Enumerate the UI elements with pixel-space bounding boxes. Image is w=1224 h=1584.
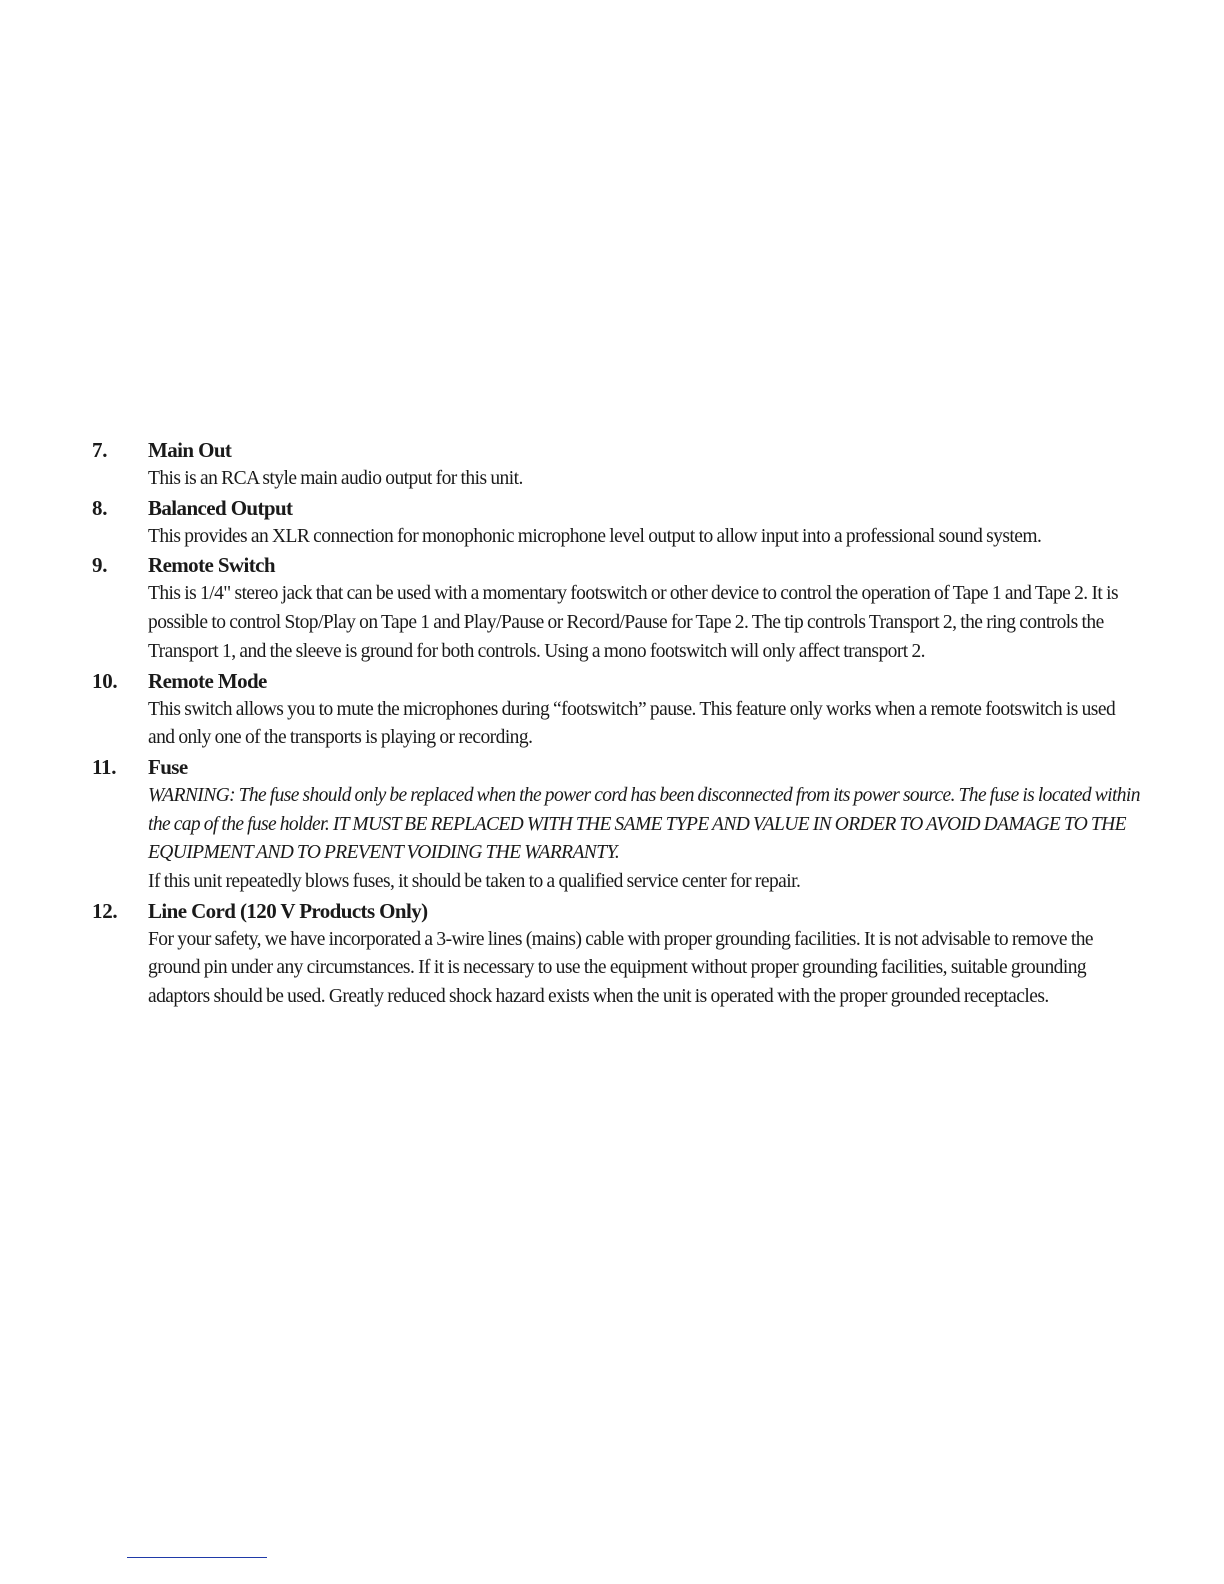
item-number: 10. (92, 668, 118, 693)
item-title: Line Cord (120 V Products Only) (148, 898, 428, 923)
item-title: Main Out (148, 438, 232, 462)
item-description: This is 1/4" stereo jack that can be used with a momentary footswitch or other device to control the operation of Tape 1 and Tape 2. It is possible to control Stop/Play on Tape 1 and Play/Pause or Record/Pause for Tape 2. The tip controls Transport 2, the ring controls the Transport 1, and the sleeve is ground for both controls. Using a mono footswitch will only affect transport 2. (148, 583, 1118, 662)
list-item-remote-switch (92, 551, 1142, 666)
item-title: Balanced Output (148, 495, 293, 520)
footnote-divider (127, 1557, 267, 1558)
item-number: 7. (92, 438, 108, 462)
item-number: 8. (92, 495, 108, 520)
item-number: 9. (92, 553, 108, 578)
feature-list (92, 436, 1142, 1012)
list-item-fuse (92, 753, 1142, 897)
item-title: Remote Mode (148, 668, 267, 693)
list-item-line-cord (92, 897, 1142, 1012)
item-number: 12. (92, 898, 118, 923)
item-number: 11. (92, 754, 117, 779)
item-title: Remote Switch (148, 553, 275, 578)
item-description: This provides an XLR connection for monophonic microphone level output to allow input into a professional sound system. (148, 525, 1042, 547)
list-item-remote-mode (92, 667, 1142, 753)
list-item-main-out (92, 436, 1142, 494)
item-title: Fuse (148, 754, 188, 779)
item-description: If this unit repeatedly blows fuses, it should be taken to a qualified service center for repair. (148, 871, 801, 893)
list-item-balanced-output (92, 494, 1142, 552)
fuse-warning: WARNING: The fuse should only be replaced when the power cord has been disconnected from its power source. The fuse is located within the cap of the fuse holder. IT MUST BE REPLACED WITH THE SAME TYPE AND VALUE IN ORDER TO AVOID DAMAGE TO THE EQUIPMENT AND TO PREVENT VOIDING THE WARRANTY. (148, 784, 1140, 864)
item-description: This is an RCA style main audio output for this unit. (148, 468, 523, 489)
item-description: For your safety, we have incorporated a 3-wire lines (mains) cable with proper grounding facilities. It is not advisable to remove the ground pin under any circumstances. If it is necessary to use the equipment without proper grounding facilities, suitable grounding adaptors should be used. Greatly reduced shock hazard exists when the unit is operated with the proper grounded receptacles. (148, 928, 1094, 1008)
item-description: This switch allows you to mute the microphones during “footswitch” pause. This feature only works when a remote footswitch is used and only one of the transports is playing or recording. (148, 698, 1116, 749)
